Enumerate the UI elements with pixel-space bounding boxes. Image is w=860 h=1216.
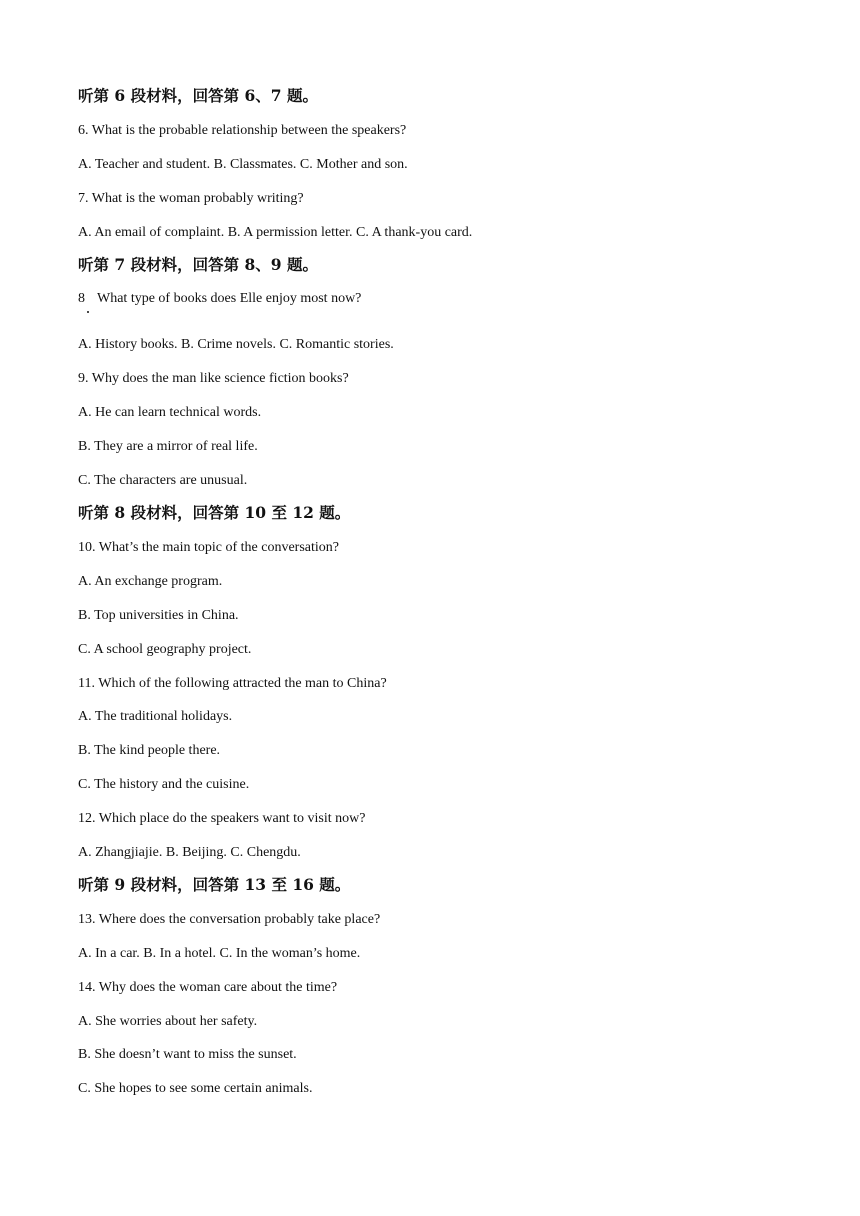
option-9a: A. He can learn technical words. bbox=[78, 405, 262, 420]
question-12: 12. Which place do the speakers want to visit now? bbox=[78, 811, 366, 826]
option-14c: C. She hopes to see some certain animals. bbox=[78, 1081, 313, 1096]
option-10b: B. Top universities in China. bbox=[78, 608, 239, 623]
question-8-dot bbox=[87, 311, 89, 313]
option-14a: A. She worries about her safety. bbox=[78, 1014, 258, 1029]
question-13: 13. Where does the conversation probably take place? bbox=[78, 912, 381, 927]
question-10: 10. What’s the main topic of the conversation? bbox=[78, 540, 340, 555]
section-heading-9: 听第 9 段材料，回答第 13 至 16 题。 bbox=[78, 875, 351, 894]
question-8: What type of books does Elle enjoy most now? bbox=[97, 291, 362, 306]
section-heading-7: 听第 7 段材料，回答第 8、9 题。 bbox=[78, 255, 318, 274]
question-6: 6. What is the probable relationship between the speakers? bbox=[78, 123, 407, 138]
question-11: 11. Which of the following attracted the man to China? bbox=[78, 676, 387, 691]
option-14b: B. She doesn’t want to miss the sunset. bbox=[78, 1047, 297, 1062]
options-8: A. History books. B. Crime novels. C. Romantic stories. bbox=[78, 337, 394, 352]
option-9c: C. The characters are unusual. bbox=[78, 473, 248, 488]
question-14: 14. Why does the woman care about the time? bbox=[78, 980, 338, 995]
option-9b: B. They are a mirror of real life. bbox=[78, 439, 258, 454]
section-heading-8: 听第 8 段材料，回答第 10 至 12 题。 bbox=[78, 503, 351, 522]
option-11b: B. The kind people there. bbox=[78, 743, 221, 758]
question-7: 7. What is the woman probably writing? bbox=[78, 191, 304, 206]
section-heading-6: 听第 6 段材料，回答第 6、7 题。 bbox=[78, 86, 318, 105]
options-7: A. An email of complaint. B. A permission letter. C. A thank-you card. bbox=[78, 225, 473, 240]
option-11c: C. The history and the cuisine. bbox=[78, 777, 250, 792]
options-6: A. Teacher and student. B. Classmates. C. Mother and son. bbox=[78, 157, 408, 172]
options-13: A. In a car. B. In a hotel. C. In the woman’s home. bbox=[78, 946, 361, 961]
question-8-number: 8 bbox=[78, 291, 85, 306]
option-11a: A. The traditional holidays. bbox=[78, 709, 233, 724]
option-10c: C. A school geography project. bbox=[78, 642, 252, 657]
option-10a: A. An exchange program. bbox=[78, 574, 223, 589]
options-12: A. Zhangjiajie. B. Beijing. C. Chengdu. bbox=[78, 845, 301, 860]
question-9: 9. Why does the man like science fiction books? bbox=[78, 371, 349, 386]
